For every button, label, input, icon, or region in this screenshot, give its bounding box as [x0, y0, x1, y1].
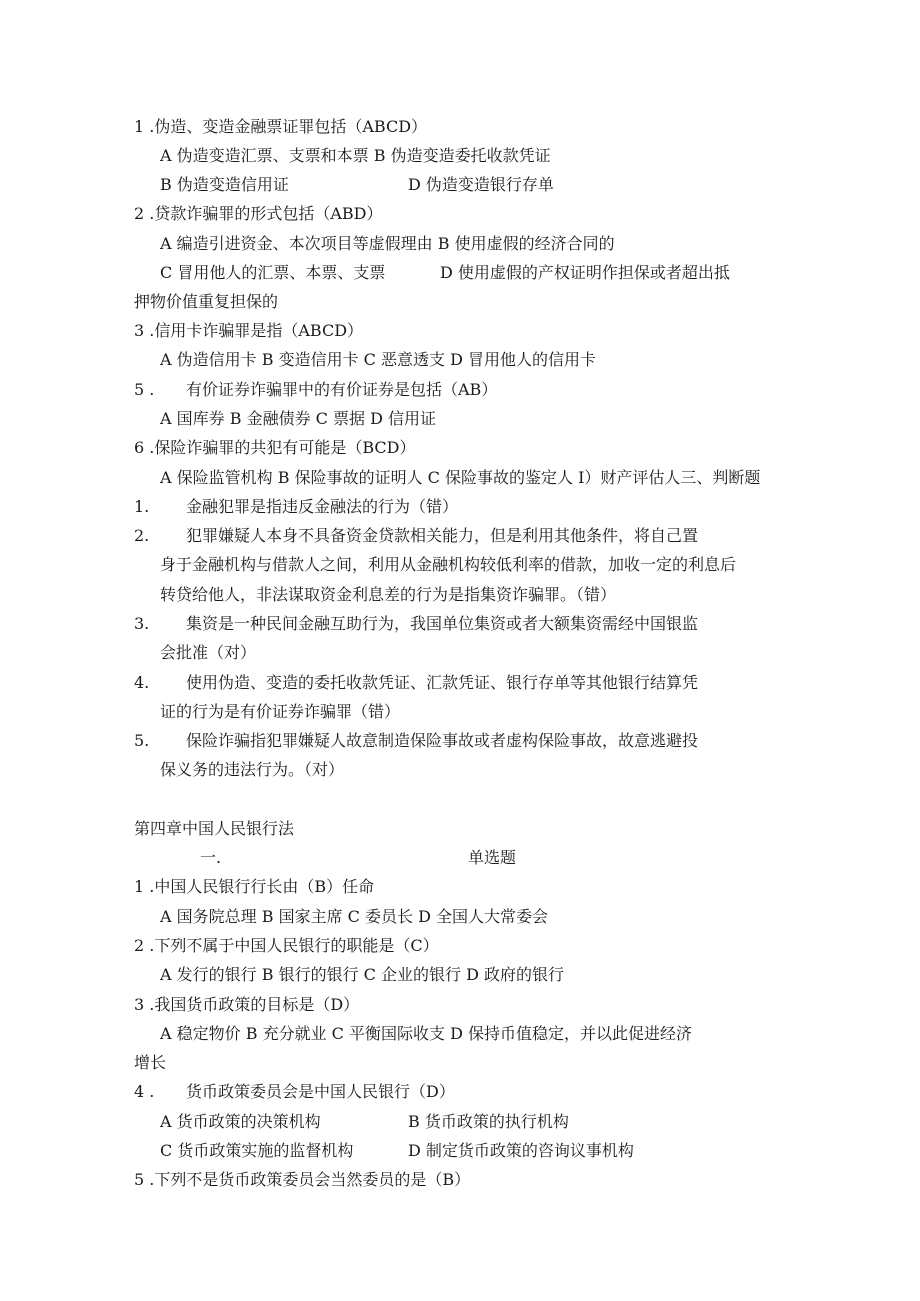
- question-line: 2 .下列不属于中国人民银行的职能是（C）: [134, 936, 439, 955]
- question-line: 货币政策委员会是中国人民银行（D）: [186, 1082, 455, 1101]
- option-line: 增长: [134, 1053, 167, 1072]
- question-number: 4 .: [134, 1082, 155, 1101]
- chapter-title: 第四章中国人民银行法: [134, 819, 295, 838]
- question-line: 使用伪造、变造的委托收款凭证、汇款凭证、银行存单等其他银行结算凭: [186, 673, 699, 692]
- option-line: A 编造引进资金、本次项目等虚假理由 B 使用虚假的经济合同的: [160, 234, 615, 253]
- option-line: A 保险监管机构 B 保险事故的证明人 C 保险事故的鉴定人 I）财产评估人三、判断题: [160, 468, 761, 487]
- question-line: 证的行为是有价证券诈骗罪（错）: [160, 702, 401, 721]
- option-line: A 伪造信用卡 B 变造信用卡 C 恶意透支 D 冒用他人的信用卡: [160, 350, 596, 369]
- question-line: 转贷给他人，非法谋取资金利息差的行为是指集资诈骗罪。（错）: [160, 585, 617, 604]
- question-line: 金融犯罪是指违反金融法的行为（错）: [186, 497, 459, 516]
- question-line: 3 .我国货币政策的目标是（D）: [134, 995, 360, 1014]
- option-line: D 制定货币政策的咨询议事机构: [408, 1141, 634, 1160]
- option-line: 押物价值重复担保的: [134, 292, 279, 311]
- question-line: 5 .下列不是货币政策委员会当然委员的是（B）: [134, 1170, 471, 1189]
- question-number: 1.: [134, 497, 150, 516]
- option-line: D 使用虚假的产权证明作担保或者超出抵: [440, 263, 730, 282]
- question-number: 2.: [134, 526, 150, 545]
- question-line: 保险诈骗指犯罪嫌疑人故意制造保险事故或者虚构保险事故，故意逃避投: [186, 731, 699, 750]
- section-number: 一.: [200, 848, 222, 867]
- question-line: 1 .中国人民银行行长由（B）任命: [134, 877, 375, 896]
- question-line: 3 .信用卡诈骗罪是指（ABCD）: [134, 321, 364, 340]
- question-line: 1 .伪造、变造金融票证罪包括（ABCD）: [134, 117, 428, 136]
- option-line: A 伪造变造汇票、支票和本票 B 伪造变造委托收款凭证: [160, 146, 551, 165]
- question-line: 2 .贷款诈骗罪的形式包括（ABD）: [134, 204, 383, 223]
- option-line: A 货币政策的决策机构: [160, 1112, 321, 1131]
- section-title: 单选题: [468, 848, 517, 867]
- option-line: B 货币政策的执行机构: [408, 1112, 569, 1131]
- question-line: 身于金融机构与借款人之间，利用从金融机构较低利率的借款，加收一定的利息后: [160, 555, 737, 574]
- question-number: 4.: [134, 673, 150, 692]
- question-number: 5.: [134, 731, 150, 750]
- question-line: 集资是一种民间金融互助行为，我国单位集资或者大额集资需经中国银监: [186, 614, 699, 633]
- option-line: A 国务院总理 B 国家主席 C 委员长 D 全国人大常委会: [160, 907, 548, 926]
- option-line: B 伪造变造信用证: [160, 175, 289, 194]
- option-line: A 国库券 B 金融债券 C 票据 D 信用证: [160, 409, 436, 428]
- question-line: 犯罪嫌疑人本身不具备资金贷款相关能力，但是利用其他条件，将自己置: [186, 526, 699, 545]
- question-line: 有价证券诈骗罪中的有价证券是包括（AB）: [186, 380, 498, 399]
- option-line: A 稳定物价 B 充分就业 C 平衡国际收支 D 保持币值稳定，并以此促进经济: [160, 1024, 692, 1043]
- question-line: 保义务的违法行为。（对）: [160, 760, 345, 779]
- option-line: A 发行的银行 B 银行的银行 C 企业的银行 D 政府的银行: [160, 965, 564, 984]
- option-line: C 冒用他人的汇票、本票、支票: [160, 263, 386, 282]
- option-line: C 货币政策实施的监督机构: [160, 1141, 354, 1160]
- question-number: 5 .: [134, 380, 155, 399]
- question-line: 6 .保险诈骗罪的共犯有可能是（BCD）: [134, 438, 416, 457]
- question-number: 3.: [134, 614, 150, 633]
- question-line: 会批准（对）: [160, 643, 257, 662]
- option-line: D 伪造变造银行存单: [408, 175, 554, 194]
